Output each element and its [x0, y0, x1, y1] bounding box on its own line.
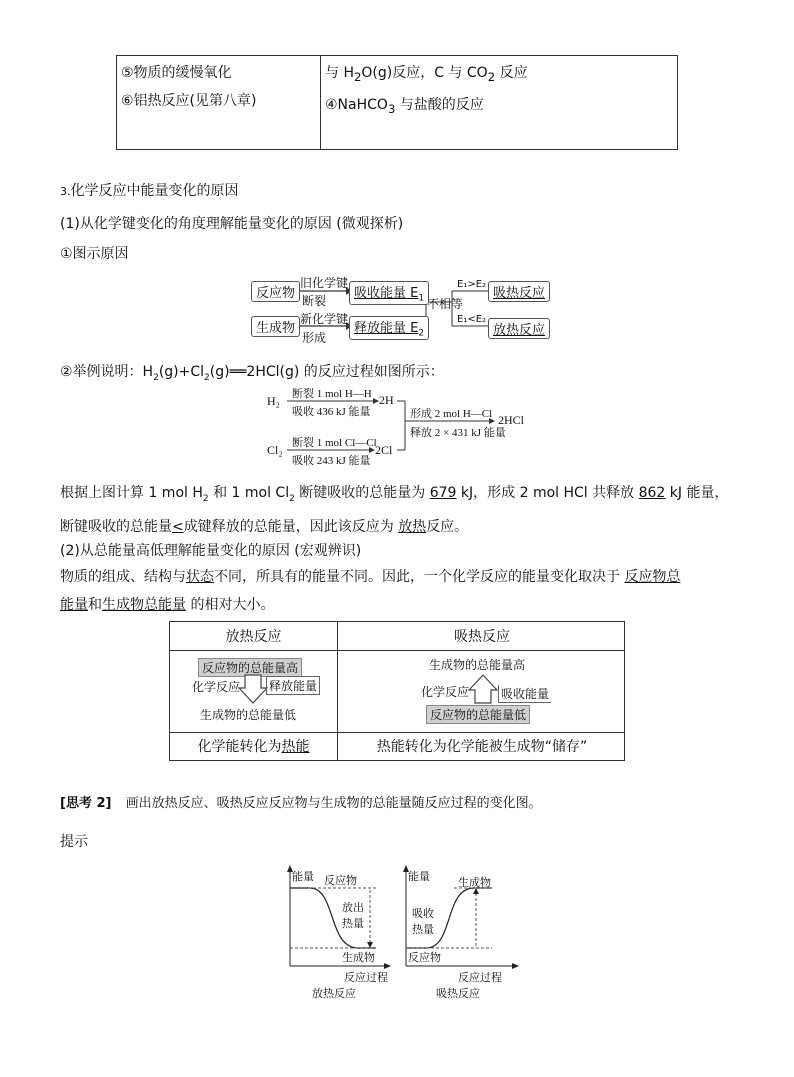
subsection-2: (2)从总能量高低理解能量变化的原因 (宏观辨识)	[60, 543, 362, 559]
footer-endothermic: 热能转化为化学能被生成物“储存”	[376, 739, 588, 755]
header-endothermic: 吸热反应	[454, 629, 510, 645]
endo-reaction-label: 化学反应	[421, 685, 470, 699]
endo-process-axis: 反应过程	[458, 971, 502, 984]
answer-less-than: <	[172, 518, 184, 535]
top-table-row-5: ⑤物质的缓慢氧化	[121, 65, 232, 81]
up-arrow-icon	[468, 674, 498, 704]
exo-energy-axis: 能量	[292, 870, 314, 883]
exo-product-low: 生成物的总能量低	[200, 708, 297, 722]
h2-label: H₂	[267, 394, 280, 408]
gt-condition: E₁>E₂	[457, 279, 487, 290]
top-table-row-water: 与 $H_2O(g)$反应，C 与 $CO_2$ 反应	[325, 65, 528, 84]
two-hcl-label: 2HCl	[498, 413, 525, 427]
answer-679: 679	[429, 485, 457, 501]
endothermic-box: 吸热反应	[488, 281, 550, 302]
endo-reactant: 反应物	[408, 951, 441, 964]
item-1: ①图示原因	[60, 246, 129, 262]
endo-absorb-label: 吸收能量	[498, 685, 551, 703]
endo-product-high: 生成物的总能量高	[429, 658, 526, 672]
macro-line-1: 物质的组成、结构与状态不同，所具有的能量不同。因此，一个化学反应的能量变化取决于 反应物总	[60, 569, 681, 585]
think-2-text: 画出放热反应、吸热反应反应物与生成物的总能量随反应过程的变化图。	[125, 796, 542, 811]
exo-product: 生成物	[342, 951, 375, 964]
form-hcl-label: 形成 2 mol H—Cl	[410, 408, 493, 420]
header-exothermic: 放热反应	[225, 629, 282, 645]
calculation-line-1: 根据上图计算 1 mol $H_2$ 和 1 mol $Cl_2$ 断键吸收的总能量为 679 kJ，形成 2 mol HCl 共释放 862 kJ 能量，	[60, 485, 729, 504]
break-clcl-label: 断裂 1 mol Cl—Cl	[292, 437, 377, 449]
macro-line-2: 能量和生成物总能量 的相对大小。	[60, 597, 275, 613]
endo-absorbed-2: 热量	[412, 923, 434, 936]
hcl-process-diagram	[265, 383, 535, 468]
top-table-row-nahco3: ④NaHCO$_3$ 与盐酸的反应	[325, 96, 484, 116]
calculation-line-2: 断键吸收的总能量<成键释放的总能量，因此该反应为 放热反应。	[60, 518, 469, 535]
form-label: 形成	[302, 331, 327, 345]
exo-process-axis: 反应过程	[344, 971, 388, 984]
two-h-label: 2H	[379, 393, 394, 407]
energy-compare-table	[169, 621, 625, 761]
endo-reactant-low: 反应物的总能量低	[426, 705, 530, 724]
absorb-436-label: 吸收 436 kJ 能量	[292, 406, 371, 418]
not-equal-label: 不相等	[427, 297, 464, 311]
top-table	[116, 55, 678, 150]
answer-862: 862	[638, 485, 666, 501]
release-energy-box: 释放能量 $E_2$	[349, 316, 429, 340]
exo-reactant: 反应物	[324, 874, 357, 887]
new-bond-label: 新化学键	[300, 312, 349, 326]
break-label: 断裂	[302, 294, 327, 308]
subsection-1: (1)从化学键变化的角度理解能量变化的原因 (微观探析)	[60, 216, 404, 232]
down-arrow-icon	[238, 674, 268, 704]
energy-graphs	[278, 862, 528, 1002]
think-2	[60, 792, 542, 811]
old-bond-label: 旧化学键	[300, 276, 349, 290]
reactant-box: 反应物	[251, 281, 300, 302]
release-862-label: 释放 2 × 431 kJ 能量	[410, 427, 506, 439]
macro-paragraph	[60, 563, 680, 619]
lt-condition: E₁<E₂	[457, 314, 487, 325]
exo-released-2: 热量	[342, 917, 364, 930]
endo-caption: 吸热反应	[436, 987, 480, 1000]
item-2: ②举例说明：$H_2(g)+Cl_2(g)══2HCl(g)$ 的反应过程如图所示：	[60, 364, 444, 383]
exo-caption: 放热反应	[312, 987, 356, 1000]
absorb-energy-box: 吸收能量 $E_1$	[349, 281, 429, 305]
top-table-left-cell	[117, 56, 321, 150]
endo-product: 生成物	[458, 876, 491, 889]
bond-energy-diagram	[250, 272, 550, 345]
exo-reactant-high: 反应物的总能量高	[198, 658, 302, 677]
think-2-label: [思考 2]	[60, 796, 112, 811]
calculation-paragraph	[60, 479, 728, 541]
two-cl-label: 2Cl	[375, 443, 393, 457]
endo-absorbed-1: 吸收	[412, 907, 434, 920]
product-box: 生成物	[251, 316, 300, 337]
exo-reaction-label: 化学反应	[192, 680, 241, 694]
hint-label: 提示	[60, 834, 88, 850]
section-3-heading: 3.化学反应中能量变化的原因	[60, 183, 239, 199]
break-hh-label: 断裂 1 mol H—H	[292, 388, 372, 400]
answer-exothermic: 放热	[398, 518, 427, 535]
top-table-right-cell	[321, 56, 678, 150]
cl2-label: Cl₂	[267, 443, 283, 457]
footer-exothermic: 化学能转化为热能	[197, 739, 310, 755]
absorb-243-label: 吸收 243 kJ 能量	[292, 455, 371, 467]
exothermic-box: 放热反应	[488, 318, 550, 339]
endo-energy-axis: 能量	[408, 870, 430, 883]
exo-release-label: 释放能量	[266, 676, 320, 695]
top-table-row-6: ⑥铝热反应(见第八章)	[121, 93, 257, 109]
exo-released-1: 放出	[342, 901, 364, 914]
